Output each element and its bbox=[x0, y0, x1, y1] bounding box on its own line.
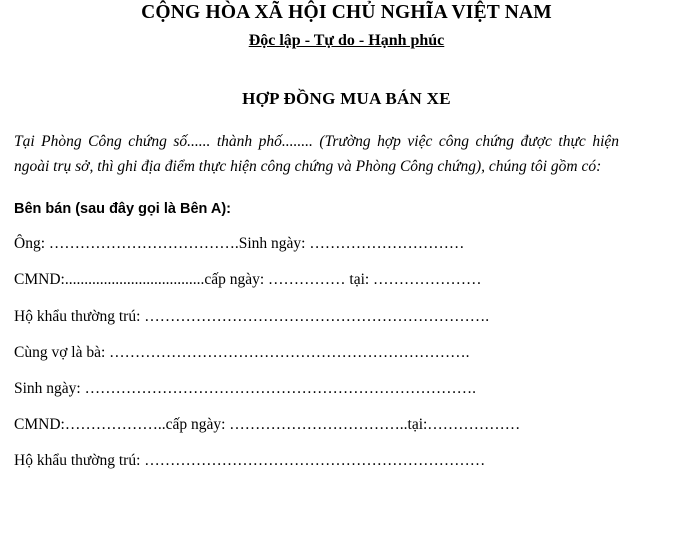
field-line-spouse-birthdate: Sinh ngày: …………………………………………………………………. bbox=[14, 379, 476, 397]
field-line-spouse-residence: Hộ khẩu thường trú: ………………………………………………………… bbox=[14, 452, 486, 470]
national-motto: Độc lập - Tự do - Hạnh phúc bbox=[248, 32, 445, 50]
document-header bbox=[14, 2, 679, 50]
intro-paragraph: Tại Phòng Công chứng số...... thành phố........ (Trường hợp việc công chứng được thực hiện ngoài trụ sở, thì ghi địa điểm thực hiện công chứng và Phòng Công chứng), chúng tôi gồm có: bbox=[14, 133, 619, 176]
field-line-seller-residence: Hộ khẩu thường trú: …………………………………………………………. bbox=[14, 307, 490, 325]
document-page bbox=[0, 2, 693, 544]
page-title: HỢP ĐỒNG MUA BÁN XE bbox=[242, 89, 451, 109]
seller-section-heading: Bên bán (sau đây gọi là Bên A): bbox=[14, 201, 231, 218]
field-line-spouse-id: CMND:………………..cấp ngày: ……………………………..tại:……………… bbox=[14, 415, 521, 433]
national-title: CỘNG HÒA XÃ HỘI CHỦ NGHĨA VIỆT NAM bbox=[141, 2, 552, 23]
field-line-seller-name: Ông: ……………………………….Sinh ngày: ………………………… bbox=[14, 235, 465, 253]
field-line-seller-id: CMND:....................................cấp ngày: …………… tại: ………………… bbox=[14, 271, 482, 289]
field-line-spouse-name: Cùng vợ là bà: ……………………………………………………………. bbox=[14, 343, 470, 361]
